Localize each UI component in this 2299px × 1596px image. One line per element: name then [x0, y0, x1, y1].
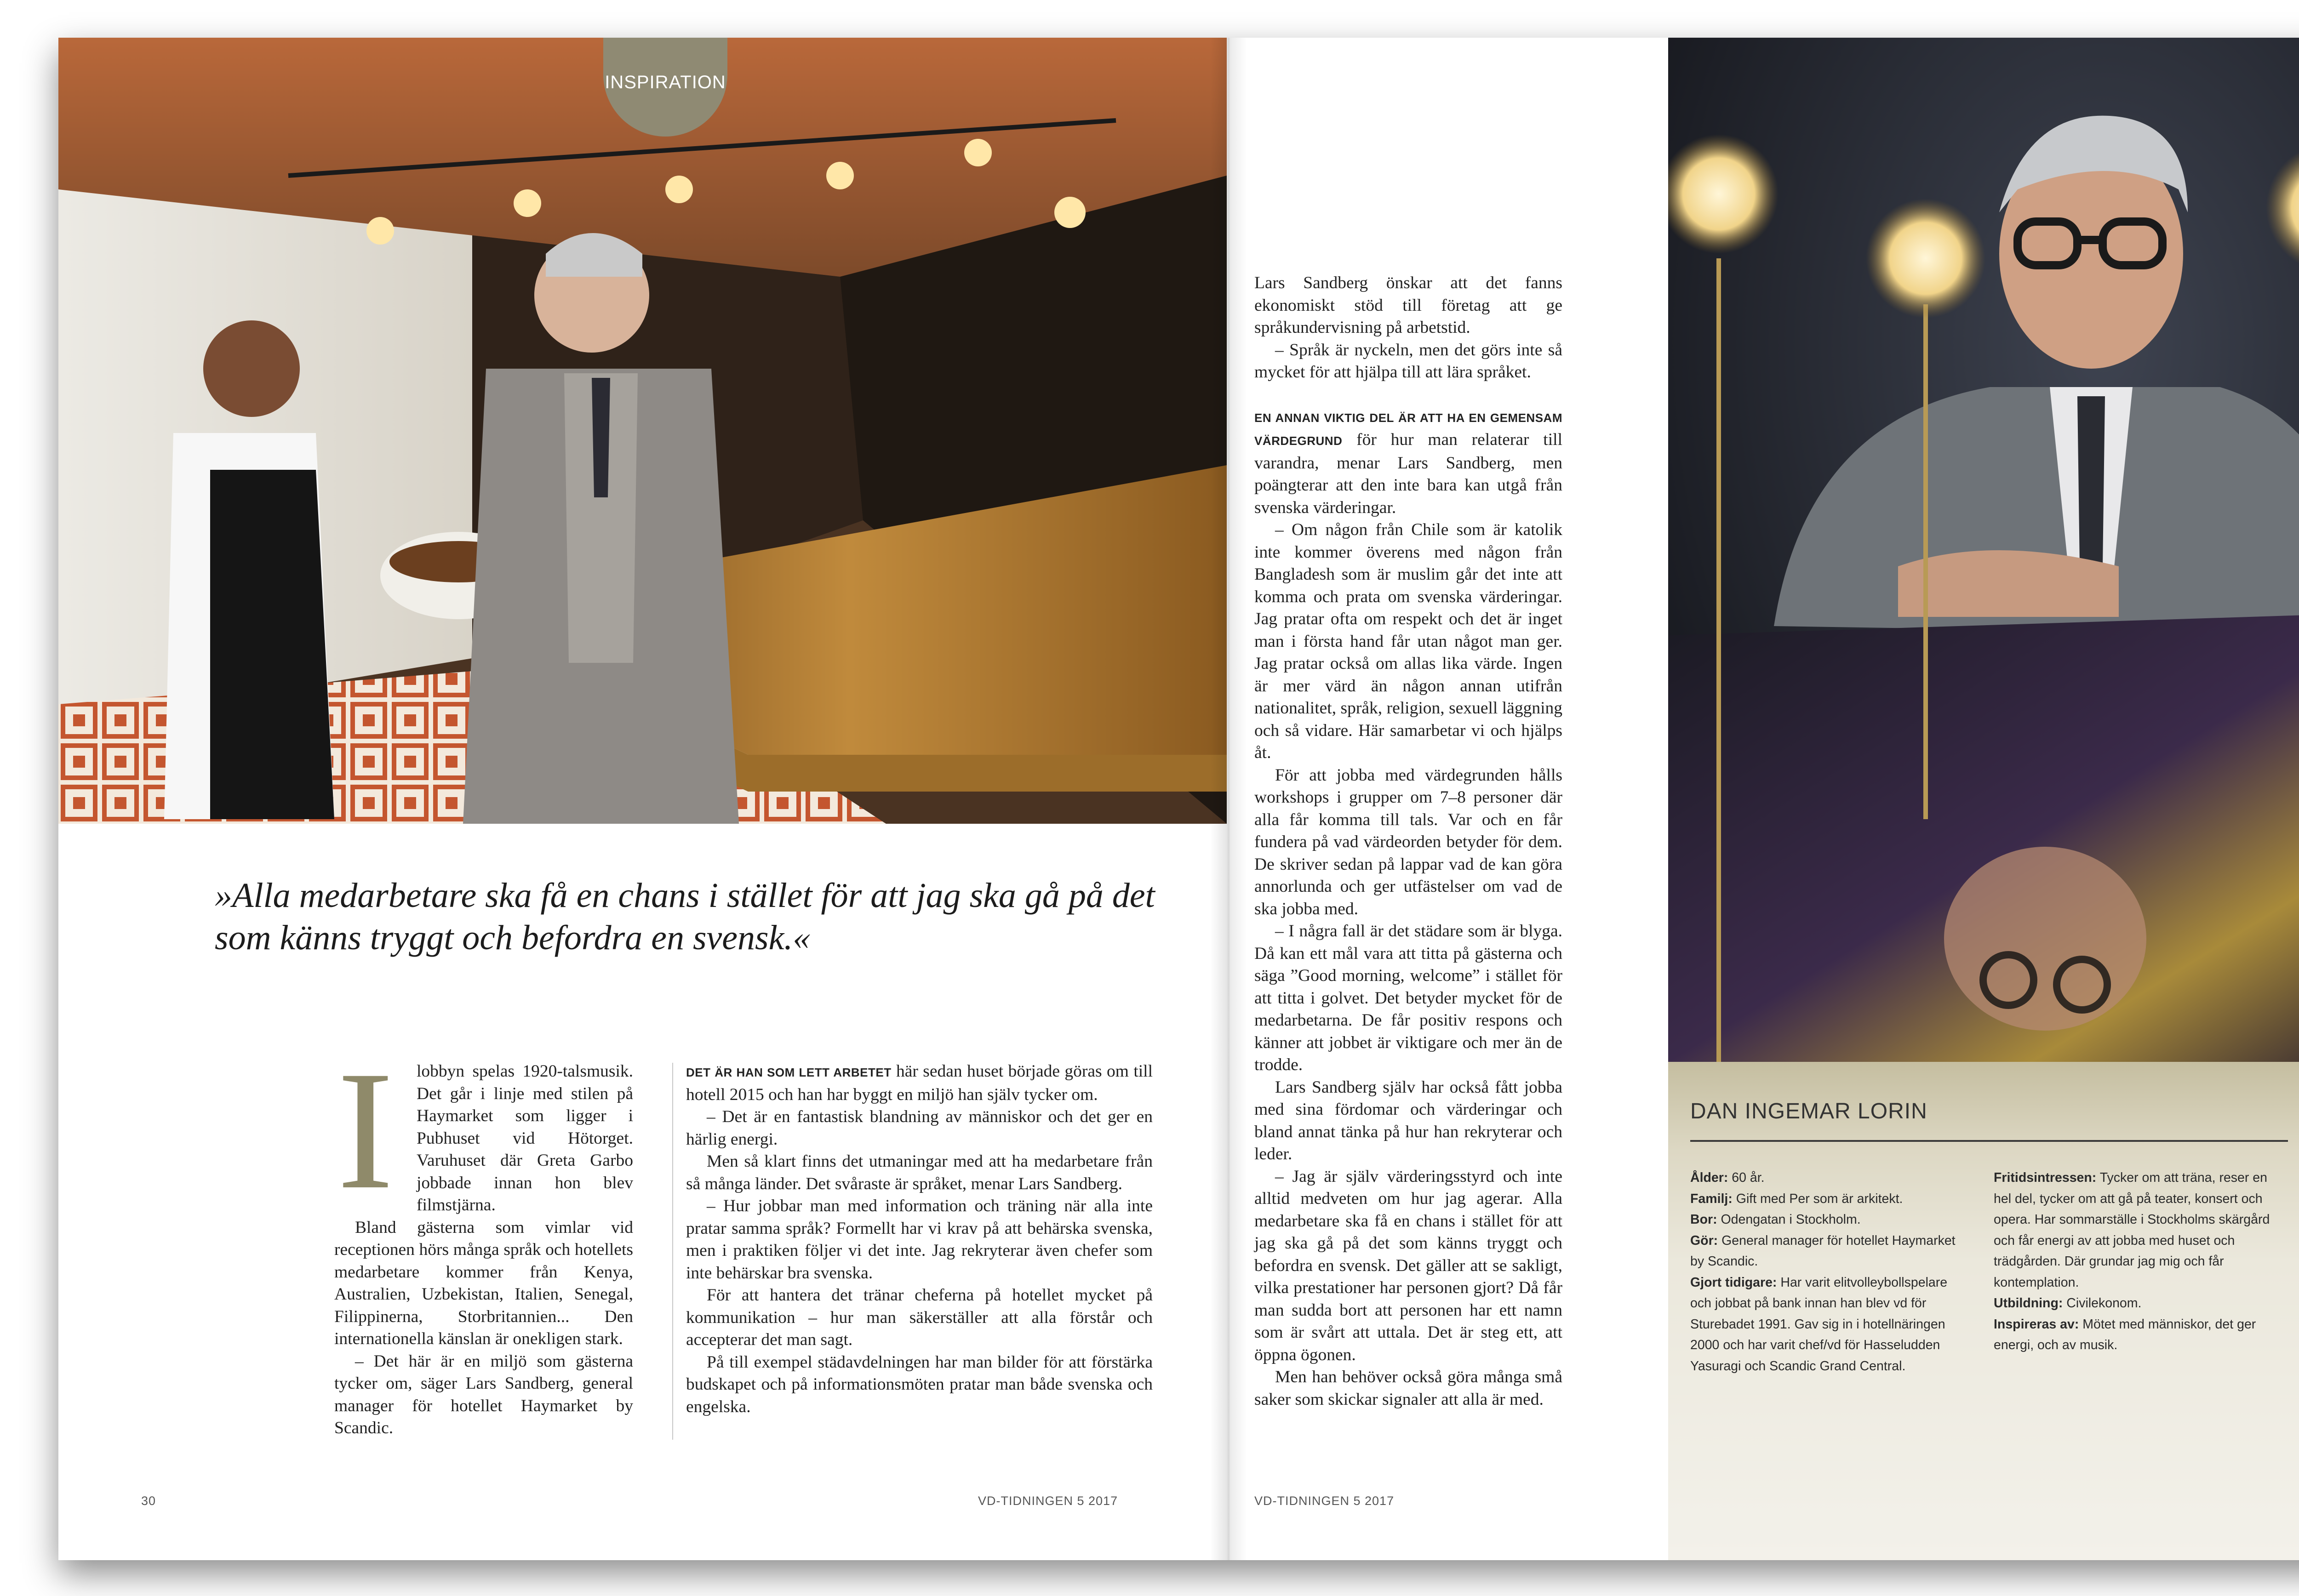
paragraph: – Det är en fantastisk blandning av människor och det ger en härlig energi. — [686, 1107, 1153, 1149]
paragraph: Lars Sandberg önskar att det fanns ekonomiskt stöd till företag att ge språkundervisning på arbetstid. — [1254, 274, 1562, 337]
article-column-2: DET ÄR HAN SOM LETT ARBETET här sedan huset började göras om till hotell 2015 och han har byggt en miljö han själv tycker om. – Det är en fantastisk blandning av människor och det ger en härlig energi. Men så klart finns det utmaningar med att ha medarbetare från så många länder. Det svåraste är språket, menar Lars Sandberg. – Hur jobbar man med information och träning när alla inte pratar samma språk? Formellt har vi krav på att behärska svenska, men i praktiken följer vi det inte. Jag rekryterar även chefer som inte behärskar bra svenska. För att hantera det tränar cheferna på hotellet mycket på kommunikation – hur man säkerställer att alla förstår och accepterar det man sagt. På till exempel städavdelningen har man bilder för att förstärka budskapet och på informationsmöten pratar man både svenska och engelska. — [686, 1060, 1153, 1418]
fact-box-column-right — [1994, 1168, 2288, 1356]
fact-item: Inspireras av: Mötet med människor, det ger energi, och av musik. — [1994, 1317, 2256, 1352]
paragraph: Men han behöver också göra många små saker som skickar signaler att alla är med. — [1254, 1368, 1562, 1409]
restaurant-illustration — [58, 38, 1227, 824]
restaurant-photo — [58, 38, 1227, 824]
fact-box-rule — [1690, 1140, 2288, 1142]
fact-box — [1668, 1062, 2299, 1560]
paragraph: – Det här är en miljö som gästerna tycker om, säger Lars Sandberg, general manager för hotellet Haymarket by Scandic. — [334, 1351, 633, 1437]
paragraph: Lars Sandberg själv har också fått jobba med sina fördomar och värderingar och bland annat tänka på hur han rekryterar och leder. — [1254, 1077, 1562, 1163]
paragraph: På till exempel städavdelningen har man bilder för att förstärka budskapet och på informationsmöten pratar man både svenska och engelska. — [686, 1352, 1153, 1416]
magazine-spread — [58, 38, 2299, 1560]
drop-cap-letter: I — [337, 1064, 394, 1197]
section-tag: INSPIRATION — [603, 38, 727, 137]
fact-item: Gjort tidigare: Har varit elitvolleybollspelare och jobbat på bank innan han blev vd för Sturebadet 1991. Gav sig in i hotellnäringen 2000 och har varit chef/vd för Hasseludden Yasuragi och Scandic Grand Central. — [1690, 1275, 1948, 1374]
paragraph: För att hantera det tränar cheferna på hotellet mycket på kommunikation – hur man säkerställer att alla förstår och accepterar det man sagt. — [686, 1286, 1153, 1349]
portrait-illustration — [1668, 38, 2299, 1062]
paragraph: – Hur jobbar man med information och träning när alla inte pratar samma språk? Formellt har vi krav på att behärska svenska, men i praktiken följer vi det inte. Jag rekryterar även chefer som inte behärskar bra svenska. — [686, 1197, 1153, 1282]
right-page — [1227, 38, 2299, 1560]
paragraph: Bland gästerna som vimlar vid receptionen hörs många språk och hotellets medarbetare kommer från Kenya, Australien, Uzbekistan, Italien, Senegal, Filippinerna, Storbritannien... Den internationella känslan är onekligen stark. — [334, 1218, 633, 1348]
paragraph: – Jag är själv värderingsstyrd och inte alltid medveten om hur jag agerar. Alla medarbetare ska få en chans i stället för att jag ska gå på det som känns tryggt och befordra en svensk. Det gäller att se sakligt, vilka prestationer har personen gjort? Då får man sudda bort att personen har ett namn som är svårt att uttala. Det är steg ett, att öppna ögonen. — [1254, 1167, 1562, 1364]
fact-box-column-left — [1690, 1168, 1962, 1377]
paragraph: Men så klart finns det utmaningar med att ha medarbetare från så många länder. Det svåraste är språket, menar Lars Sandberg. — [686, 1152, 1153, 1193]
paragraph: – Om någon från Chile som är katolik inte kommer överens med någon från Bangladesh som är muslim går det inte att komma och prata om svenska värderingar. Jag pratar ofta om respekt och det är inget man i första hand får utan något man ger. Jag pratar också om allas lika värde. Ingen är mer värd än någon annan utifrån nationalitet, språk, religion, sexuell läggning och så vidare. Här samarbetar vi och hjälps åt. — [1254, 520, 1562, 762]
article-column-1 — [334, 1060, 633, 1440]
fact-box-name: DAN INGEMAR LORIN — [1690, 1099, 1927, 1123]
fact-item: Fritidsintressen: Tycker om att träna, reser en hel del, tycker om att gå på teater, konsert och opera. Har sommarställe i Stockholms skärgård och får energi av att jobba med huset och trädgården. Där grundar jag mig och får kontemplation. — [1994, 1170, 2270, 1290]
left-page — [58, 38, 1227, 1560]
footer-title: VD-TIDNINGEN 5 2017 — [1254, 1494, 1395, 1508]
fact-item: Ålder: 60 år. — [1690, 1170, 1765, 1185]
paragraph: – I några fall är det städare som är blyga. Då kan ett mål vara att titta på gästerna och säga ”Good morning, welcome” i stället för att titta i golvet. Det betyder mycket för de medarbetarna. De får positiv respons och känner att jobbet är viktigare och mer än de trodde. — [1254, 922, 1562, 1074]
paragraph: – Språk är nyckeln, men det görs inte så mycket för att hjälpa till att lära språket. — [1254, 340, 1562, 382]
pull-quote: »Alla medarbetare ska få en chans i stället för att jag ska gå på det som känns tryggt och befordra en svensk.« — [215, 876, 1155, 957]
spine-gutter — [1210, 38, 1247, 1560]
footer-title: VD-TIDNINGEN 5 2017 — [978, 1494, 1118, 1508]
portrait-photo — [1668, 38, 2299, 1062]
fact-item: Gör: General manager för hotellet Haymarket by Scandic. — [1690, 1233, 1956, 1269]
page-number: 30 — [141, 1494, 156, 1508]
fact-item: Utbildning: Civilekonom. — [1994, 1296, 2142, 1311]
article-column-3: Lars Sandberg önskar att det fanns ekonomiskt stöd till företag att ge språkundervisning på arbetstid. – Språk är nyckeln, men det görs inte så mycket för att hjälpa till att lära språket. EN ANNAN VIKTIG DEL ÄR ATT HA EN GEMENSAM VÄRDEGRUND för hur man relaterar till varandra, menar Lars Sandberg, men poängterar att den inte bara kan utgå från svenska värderingar. – Om någon från Chile som är katolik inte kommer överens med någon från Bangladesh som är muslim går det inte att komma och prata om svenska värderingar. Jag pratar ofta om respekt och det är inget man i första hand får utan något man ger. Jag pratar också om allas lika värde. Ingen är mer värd än någon annan utifrån nationalitet, språk, religion, sexuell läggning och så vidare. Här samarbetar vi och hjälps åt. För att jobba med värdegrunden hålls workshops i grupper om 7–8 personer där alla får komma till tals. Var och en får fundera på vad värdeorden betyder för dem. De skriver sedan på lappar vad de kan göra annorlunda och ger utfästelser om vad de ska jobba med. – I några fall är det städare som är blyga. Då kan ett mål vara att titta på gästerna och säga ”Good morning, welcome” i stället för att titta i golvet. Det betyder mycket för de medarbetarna. De får positiv respons och känner att jobbet är viktigare och mer än de trodde. Lars Sandberg själv har också fått jobba med sina fördomar och värderingar och bland annat tänka på hur han rekryterar och leder. – Jag är själv värderingsstyrd och inte alltid medveten om hur jag agerar. Alla medarbetare ska få en chans i stället för att jag ska gå på det som känns tryggt och befordra en svensk. Det gäller att se sakligt, vilka prestationer har personen gjort? Då får man sudda bort att personen har ett namn som är svårt att uttala. Det är steg ett, att öppna ögonen. Men han behöver också göra många små saker som skickar signaler att alla är med. — [1254, 272, 1562, 1411]
paragraph: För att jobba med värdegrunden hålls workshops i grupper om 7–8 personer där alla får komma till tals. Var och en får fundera på vad värdeorden betyder för dem. De skriver sedan på lappar vad de kan göra annorlunda och ger utfästelser om vad de ska jobba med. — [1254, 765, 1562, 918]
column-divider — [672, 1063, 673, 1440]
fact-item: Familj: Gift med Per som är arkitekt. — [1690, 1191, 1903, 1206]
run-in-lead: EN ANNAN VIKTIG DEL ÄR ATT HA EN GEMENSAM VÄRDEGRUND — [1254, 410, 1562, 448]
fact-item: Bor: Odengatan i Stockholm. — [1690, 1212, 1861, 1227]
paragraph: lobbyn spelas 1920-talsmusik. Det går i linje med stilen på Haymarket som ligger i Pubhuset vid Hötorget. Varuhuset där Greta Garbo jobbade innan hon blev filmstjärna. — [417, 1062, 633, 1214]
drop-cap — [334, 1064, 410, 1197]
run-in-lead: DET ÄR HAN SOM LETT ARBETET — [686, 1066, 892, 1079]
